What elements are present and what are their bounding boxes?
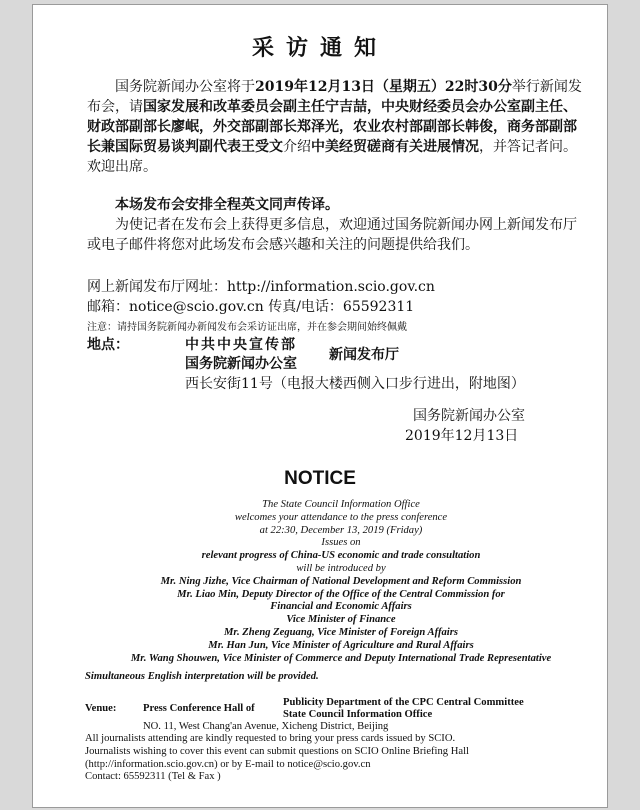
cn-website: 网上新闻发布厅网址：http://information.scio.gov.cn [87,279,435,295]
en-speaker: Mr. Zheng Zeguang, Vice Minister of Foreign Affairs [224,626,458,638]
en-speaker: Mr. Ning Jizhe, Vice Chairman of National Development and Reform Commission [160,575,522,587]
cn-p1-topic: 中美经贸磋商有关进展情况 [311,139,479,155]
en-line-welcome: welcomes your attendance to the press conference [234,511,448,523]
en-speaker: Mr. Han Jun, Vice Minister of Agriculture and Rural Affairs [208,639,474,651]
cn-venue-address: 西长安街11号（电报大楼西侧入口步行进出，附地图） [185,376,525,392]
en-intro [85,499,597,665]
en-venue-org2: State Council Information Office [283,709,433,720]
cn-p1-intro2: 介绍 [283,139,311,155]
en-venue-org1: Publicity Department of the CPC Central Committee [283,697,524,708]
en-speaker: Mr. Wang Shouwen, Vice Minister of Commerce and Deputy International Trade Representative [130,652,552,664]
cn-venue-org1: 中共中央宣传部 [185,337,297,353]
en-speaker: Financial and Economic Affairs [270,601,412,613]
cn-paragraph-1 [87,77,587,177]
en-speaker: Mr. Liao Min, Deputy Director of the Office of the Central Commission for [177,588,505,600]
en-line-office: The State Council Information Office [262,499,420,510]
cn-paragraph-3: 为使记者在发布会上获得更多信息，欢迎通过国务院新闻办网上新闻发布厅或电子邮件将您对此场发布会感兴趣和关注的问题提供给我们。 [87,217,577,253]
en-footer-line: All journalists attending are kindly requested to bring your press cards issued by SCIO. [85,733,456,744]
en-footer-line: (http://information.scio.gov.cn) or by E-mail to notice@scio.gov.cn [85,758,371,770]
cn-p1-speakers: 国家发展和改革委员会副主任宁吉喆，中央财经委员会办公室副主任、财政部副部长廖岷，外交部副部长郑泽光，农业农村部副部长韩俊，商务部副部长兼国际贸易谈判副代表王受文 [87,99,577,155]
en-footer [85,733,597,784]
cn-p1-datetime: 2019年12月13日（星期五）22时30分 [255,79,512,95]
cn-sign-date: 2019年12月13日 [405,428,519,444]
cn-p1-end: ，并答记者问。欢迎出席。 [87,139,577,175]
en-line-topic: relevant progress of China-US economic and trade consultation [201,550,481,562]
en-line-issues: Issues on [321,537,361,549]
en-venue-hall: Press Conference Hall of [143,703,255,714]
en-speaker: Vice Minister of Finance [286,614,396,626]
en-venue-label: Venue: [85,703,117,714]
cn-title: 采访通知 [251,35,388,61]
cn-p1-intro: 国务院新闻办公室将于 [115,79,255,95]
cn-interpretation: 本场发布会安排全程英文同声传译。 [115,197,339,213]
en-interpretation: Simultaneous English interpretation will be provided. [85,671,319,682]
cn-venue-hall: 新闻发布厅 [329,347,399,363]
cn-p1-mid: 举行新闻发布会，请 [87,79,582,115]
cn-email: 邮箱：notice@scio.gov.cn 传真/电话：65592311 [87,299,415,315]
en-line-introduced: will be introduced by [296,562,386,574]
cn-sign-org: 国务院新闻办公室 [413,408,525,424]
en-footer-line: Journalists wishing to cover this event can submit questions on SCIO Online Briefing Hall [85,745,469,757]
cn-venue-label: 地点： [87,337,129,353]
cn-venue-org2: 国务院新闻办公室 [185,356,297,372]
en-footer-contact: Contact: 65592311 (Tel & Fax ) [85,771,221,783]
notice-page [32,4,608,808]
en-title: NOTICE [284,468,356,489]
cn-note: 注意：请持国务院新闻办新闻发布会采访证出席，并在参会期间始终佩戴 [87,322,407,333]
en-venue-address: NO. 11, West Chang'an Avenue, Xicheng District, Beijing [143,721,389,732]
en-line-time: at 22:30, December 13, 2019 (Friday) [259,524,423,536]
